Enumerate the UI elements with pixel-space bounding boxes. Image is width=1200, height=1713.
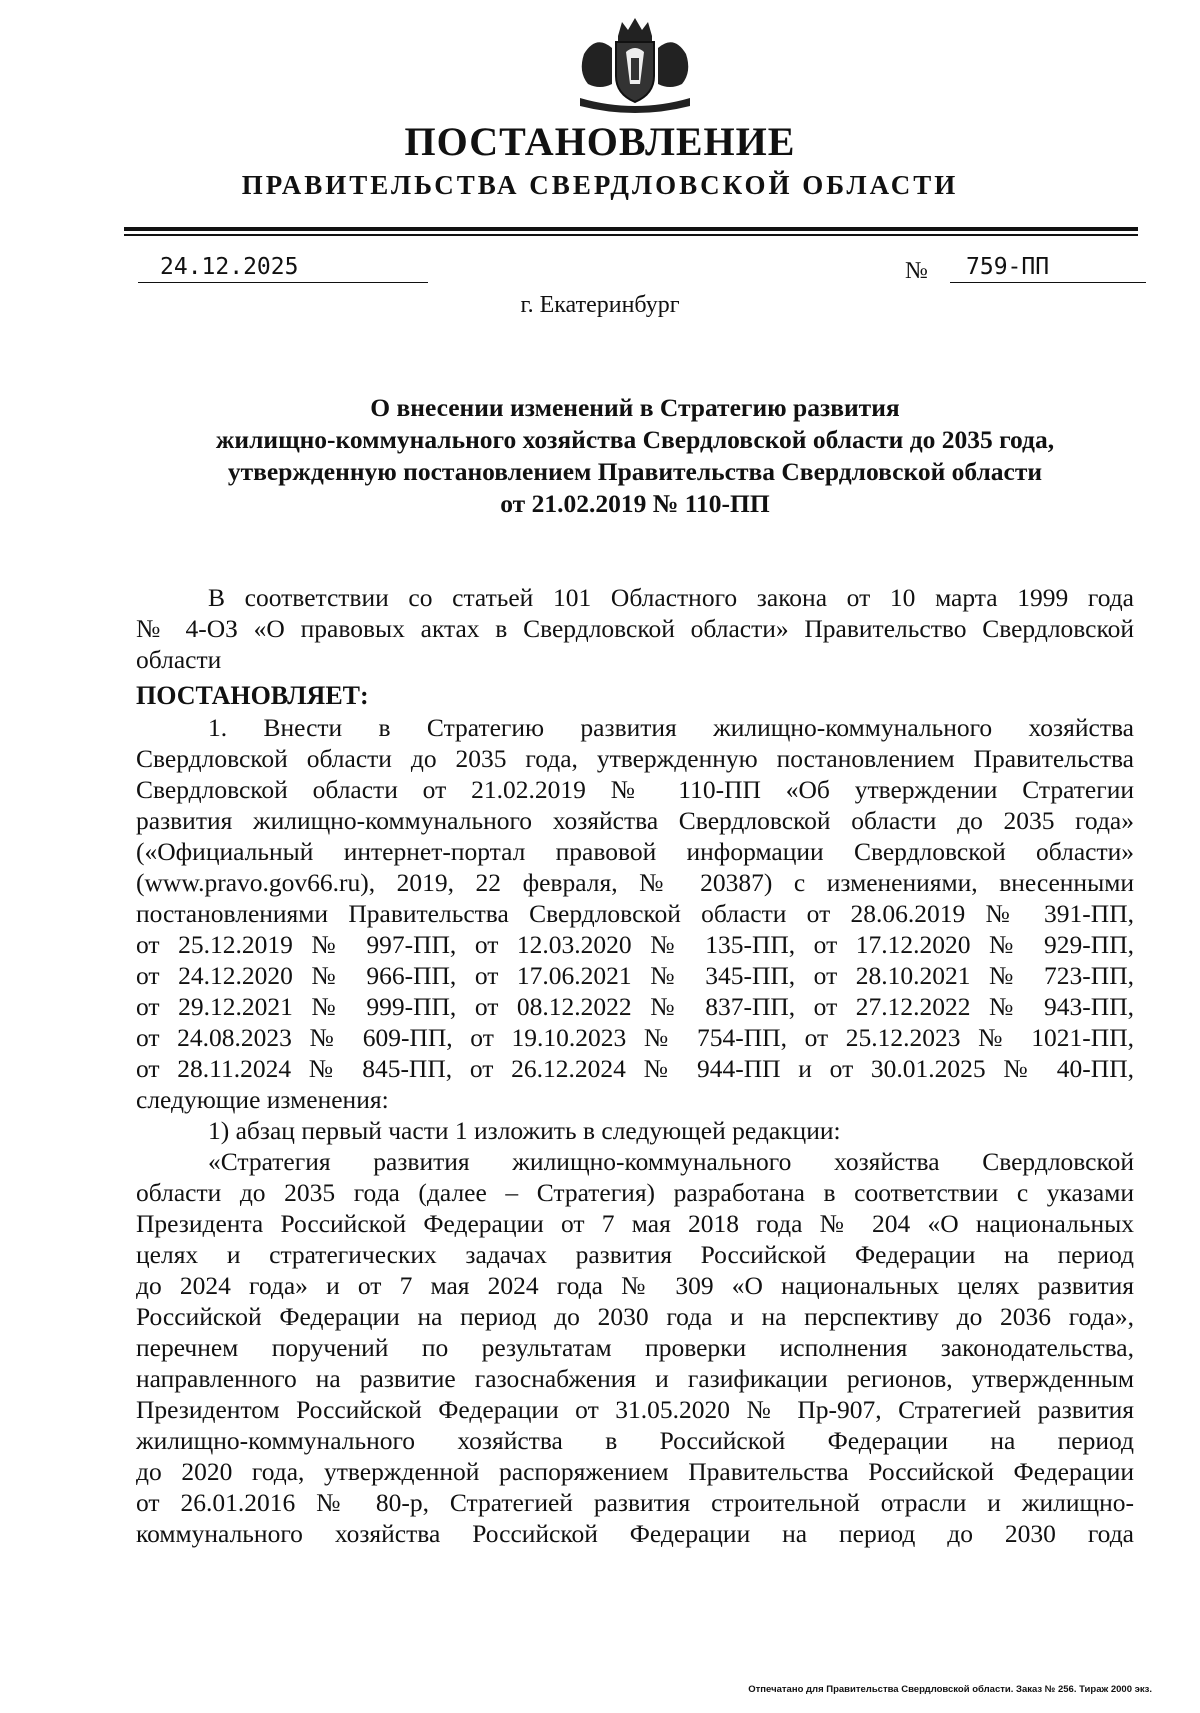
document-city: г. Екатеринбург <box>520 292 680 318</box>
body-line: следующие изменения: <box>136 1085 389 1114</box>
body-line: коммунального хозяйства Российской Федерации на период до 2030 года <box>136 1519 1134 1548</box>
heading-line: утвержденную постановлением Правительства Свердловской области <box>227 457 1043 486</box>
body-line: до 2020 года, утвержденной распоряжением Правительства Российской Федерации <box>136 1457 1134 1486</box>
preamble-line: области <box>136 645 222 674</box>
decree-word: ПОСТАНОВЛЯЕТ: <box>136 681 369 710</box>
body-line: от 25.12.2019 № 997-ПП, от 12.03.2020 № 135-ПП, от 17.12.2020 № 929-ПП, <box>136 930 1134 959</box>
heading-line: О внесении изменений в Стратегию развития <box>370 393 900 422</box>
body-line: Российской Федерации на период до 2030 года и на перспективу до 2036 года», <box>136 1302 1134 1331</box>
body-line: от 28.11.2024 № 845-ПП, от 26.12.2024 № 944-ПП и от 30.01.2025 № 40-ПП, <box>136 1054 1134 1083</box>
body-text <box>136 712 1134 1549</box>
body-line: целях и стратегических задачах развития Российской Федерации на период <box>136 1240 1134 1269</box>
body-line: перечнем поручений по результатам проверки исполнения законодательства, <box>136 1333 1134 1362</box>
number-label: № <box>905 258 928 284</box>
body-line: постановлениями Правительства Свердловской области от 28.06.2019 № 391-ПП, <box>136 899 1134 928</box>
body-line: (www.pravo.gov66.ru), 2019, 22 февраля, № 20387) с изменениями, внесенными <box>136 868 1134 897</box>
body-line: Свердловской области от 21.02.2019 № 110-ПП «Об утверждении Стратегии <box>136 775 1134 804</box>
body-line: от 29.12.2021 № 999-ПП, от 08.12.2022 № 837-ПП, от 27.12.2022 № 943-ПП, <box>136 992 1134 1021</box>
preamble-line: № 4-ОЗ «О правовых актах в Свердловской области» Правительство Свердловской <box>136 614 1134 643</box>
coat-of-arms-icon <box>566 14 704 114</box>
document-heading <box>140 392 1130 520</box>
body-line: «Стратегия развития жилищно-коммунального хозяйства Свердловской <box>208 1147 1134 1176</box>
document-subtitle: ПРАВИТЕЛЬСТВА СВЕРДЛОВСКОЙ ОБЛАСТИ <box>241 170 959 200</box>
body-line: жилищно-коммунального хозяйства в Российской Федерации на период <box>136 1426 1134 1455</box>
body-line: Президента Российской Федерации от 7 мая 2018 года № 204 «О национальных <box>136 1209 1134 1238</box>
body-line: области до 2035 года (далее – Стратегия) разработана в соответствии с указами <box>136 1178 1134 1207</box>
body-line: от 24.08.2023 № 609-ПП, от 19.10.2023 № 754-ПП, от 25.12.2023 № 1021-ПП, <box>136 1023 1134 1052</box>
print-imprint: Отпечатано для Правительства Свердловской области. Заказ № 256. Тираж 2000 экз. <box>748 1684 1152 1695</box>
body-line: 1. Внести в Стратегию развития жилищно-коммунального хозяйства <box>208 713 1134 742</box>
document-number: 759-ПП <box>950 252 1146 283</box>
document-date: 24.12.2025 <box>138 252 428 283</box>
document-title: ПОСТАНОВЛЕНИЕ <box>404 119 796 164</box>
body-line: от 26.01.2016 № 80-р, Стратегией развития строительной отрасли и жилищно- <box>136 1488 1134 1517</box>
preamble <box>136 582 1134 675</box>
header-divider-thick <box>124 227 1138 231</box>
heading-line: от 21.02.2019 № 110-ПП <box>500 489 770 518</box>
preamble-line: В соответствии со статьей 101 Областного закона от 10 марта 1999 года <box>208 583 1134 612</box>
body-line: Свердловской области до 2035 года, утвержденную постановлением Правительства <box>136 744 1134 773</box>
header-divider-thin <box>124 234 1138 236</box>
heading-line: жилищно-коммунального хозяйства Свердловской области до 2035 года, <box>215 425 1055 454</box>
body-line: («Официальный интернет-портал правовой информации Свердловской области» <box>136 837 1134 866</box>
body-line: до 2024 года» и от 7 мая 2024 года № 309 «О национальных целях развития <box>136 1271 1134 1300</box>
body-line: направленного на развитие газоснабжения и газификации регионов, утвержденным <box>136 1364 1134 1393</box>
body-line: 1) абзац первый части 1 изложить в следующей редакции: <box>208 1116 841 1145</box>
body-line: развития жилищно-коммунального хозяйства Свердловской области до 2035 года» <box>136 806 1134 835</box>
body-line: Президентом Российской Федерации от 31.05.2020 № Пр-907, Стратегией развития <box>136 1395 1134 1424</box>
body-line: от 24.12.2020 № 966-ПП, от 17.06.2021 № 345-ПП, от 28.10.2021 № 723-ПП, <box>136 961 1134 990</box>
